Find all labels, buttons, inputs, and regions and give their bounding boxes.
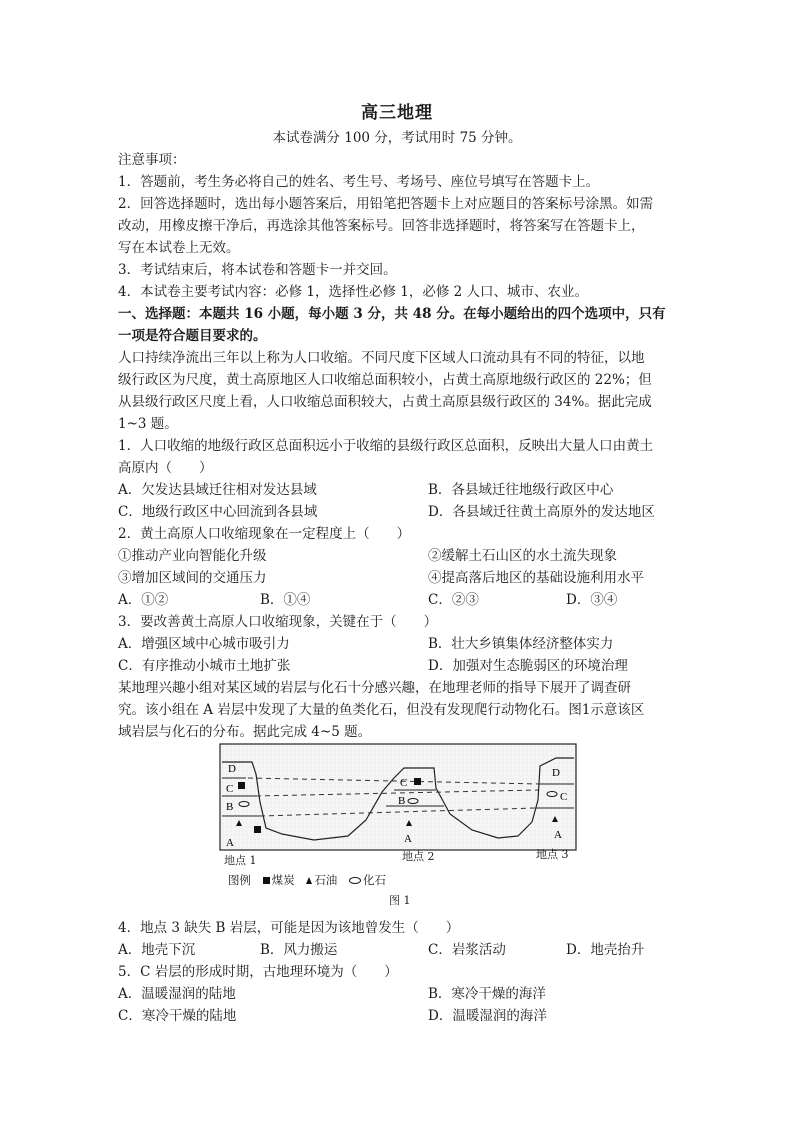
option-d[interactable]: D．地壳抬升 — [566, 942, 645, 958]
question-stem: 3．要改善黄土高原人口收缩现象，关键在于（ ） — [118, 614, 438, 630]
layer-label: B — [398, 795, 406, 807]
notice-line: 写在本试卷上无效。 — [118, 240, 240, 256]
layer-label: B — [226, 801, 234, 813]
oil-legend-icon — [306, 877, 312, 884]
notice-line: 2．回答选择题时，选出每小题答案后，用铅笔把答题卡上对应题目的答案标号涂黑。如需 — [118, 196, 654, 212]
option-c[interactable]: C．岩浆活动 — [428, 942, 506, 958]
layer-label: A — [404, 833, 412, 845]
coal-symbol — [254, 826, 261, 833]
question-stem: 2．黄土高原人口收缩现象在一定程度上（ ） — [118, 526, 411, 542]
passage-line: 从县级行政区尺度上看，人口收缩总面积较大，占黄土高原县级行政区的 34%。据此完成 — [118, 394, 652, 410]
site-label: 地点 2 — [402, 850, 435, 863]
option-b[interactable]: B．①④ — [260, 592, 311, 608]
page-title: 高三地理 — [361, 103, 433, 123]
statement-item: ④提高落后地区的基础设施利用水平 — [428, 570, 644, 586]
coal-legend-icon — [263, 877, 270, 884]
option-a[interactable]: A．地壳下沉 — [118, 942, 196, 958]
option-a[interactable]: A．①② — [118, 592, 169, 608]
fossil-legend-icon — [349, 877, 361, 884]
legend-item: 煤炭 — [271, 873, 295, 887]
layer-label: D — [228, 763, 236, 775]
rock-layer-figure — [218, 742, 578, 872]
passage-line: 某地理兴趣小组对某区域的岩层与化石十分感兴趣，在地理老师的指导下展开了调查研 — [118, 680, 631, 696]
option-b[interactable]: B．风力搬运 — [260, 942, 338, 958]
question-stem: 4．地点 3 缺失 B 岩层，可能是因为该地曾发生（ ） — [118, 920, 460, 936]
option-c[interactable]: C．②③ — [428, 592, 479, 608]
legend-item: 石油 — [314, 873, 338, 887]
layer-label: A — [226, 837, 234, 849]
layer-label: D — [552, 767, 560, 779]
passage-line: 1~3 题。 — [118, 416, 178, 432]
question-stem: 高原内（ ） — [118, 460, 213, 476]
option-d[interactable]: D．③④ — [566, 592, 618, 608]
notice-line: 1．答题前，考生务必将自己的姓名、考生号、考场号、座位号填写在答题卡上。 — [118, 174, 600, 190]
exam-subtitle: 本试卷满分 100 分，考试用时 75 分钟。 — [272, 130, 522, 146]
layer-label: C — [400, 777, 408, 789]
passage-line: 域岩层与化石的分布。据此完成 4~5 题。 — [118, 724, 372, 740]
layer-label: C — [226, 783, 234, 795]
notice-line: 改动，用橡皮擦干净后，再选涂其他答案标号。回答非选择题时，将答案写在答题卡上， — [118, 218, 645, 234]
layer-label: A — [554, 829, 562, 841]
passage-line: 人口持续净流出三年以上称为人口收缩。不同尺度下区域人口流动具有不同的特征，以地 — [118, 350, 645, 366]
passage-line: 级行政区为尺度，黄土高原地区人口收缩总面积较小，占黄土高原地级行政区的 22%；但 — [118, 372, 652, 388]
section-heading: 一项是符合题目要求的。 — [118, 328, 267, 344]
statement-item: ②缓解土石山区的水土流失现象 — [428, 548, 617, 564]
option-c[interactable]: C．寒冷干燥的陆地 — [118, 1008, 237, 1024]
option-b[interactable]: B．各县域迁往地级行政区中心 — [428, 482, 614, 498]
notice-heading: 注意事项： — [118, 152, 186, 168]
option-c[interactable]: C．地级行政区中心回流到各县域 — [118, 504, 318, 520]
site-label: 地点 1 — [224, 854, 257, 867]
option-d[interactable]: D．温暖湿润的海洋 — [428, 1008, 547, 1024]
statement-item: ①推动产业向智能化升级 — [118, 548, 267, 564]
question-stem: 1．人口收缩的地级行政区总面积远小于收缩的县级行政区总面积，反映出大量人口由黄土 — [118, 438, 654, 454]
figure-caption: 图 1 — [389, 894, 411, 907]
figure-legend — [228, 872, 386, 888]
statement-item: ③增加区域间的交通压力 — [118, 570, 267, 586]
site-label: 地点 3 — [536, 848, 569, 861]
legend-title: 图例 — [228, 873, 251, 887]
option-b[interactable]: B．寒冷干燥的海洋 — [428, 986, 546, 1002]
coal-symbol — [238, 782, 245, 789]
option-d[interactable]: D．加强对生态脆弱区的环境治理 — [428, 658, 628, 674]
section-heading: 一、选择题：本题共 16 小题，每小题 3 分，共 48 分。在每小题给出的四个选项中，只有 — [118, 306, 666, 322]
option-a[interactable]: A．欠发达县域迁往相对发达县域 — [118, 482, 317, 498]
option-a[interactable]: A．温暖湿润的陆地 — [118, 986, 236, 1002]
option-a[interactable]: A．增强区域中心城市吸引力 — [118, 636, 290, 652]
notice-line: 3．考试结束后，将本试卷和答题卡一并交回。 — [118, 262, 397, 278]
question-stem: 5．C 岩层的形成时期，古地理环境为（ ） — [118, 964, 398, 980]
layer-label: C — [560, 791, 568, 803]
option-d[interactable]: D．各县域迁往黄土高原外的发达地区 — [428, 504, 655, 520]
coal-symbol — [414, 778, 421, 785]
option-b[interactable]: B．壮大乡镇集体经济整体实力 — [428, 636, 614, 652]
option-c[interactable]: C．有序推动小城市土地扩张 — [118, 658, 291, 674]
legend-item: 化石 — [362, 873, 386, 887]
passage-line: 究。该小组在 A 岩层中发现了大量的鱼类化石，但没有发现爬行动物化石。图1示意该区 — [118, 702, 645, 718]
notice-line: 4．本试卷主要考试内容：必修 1，选择性必修 1，必修 2 人口、城市、农业。 — [118, 284, 589, 300]
